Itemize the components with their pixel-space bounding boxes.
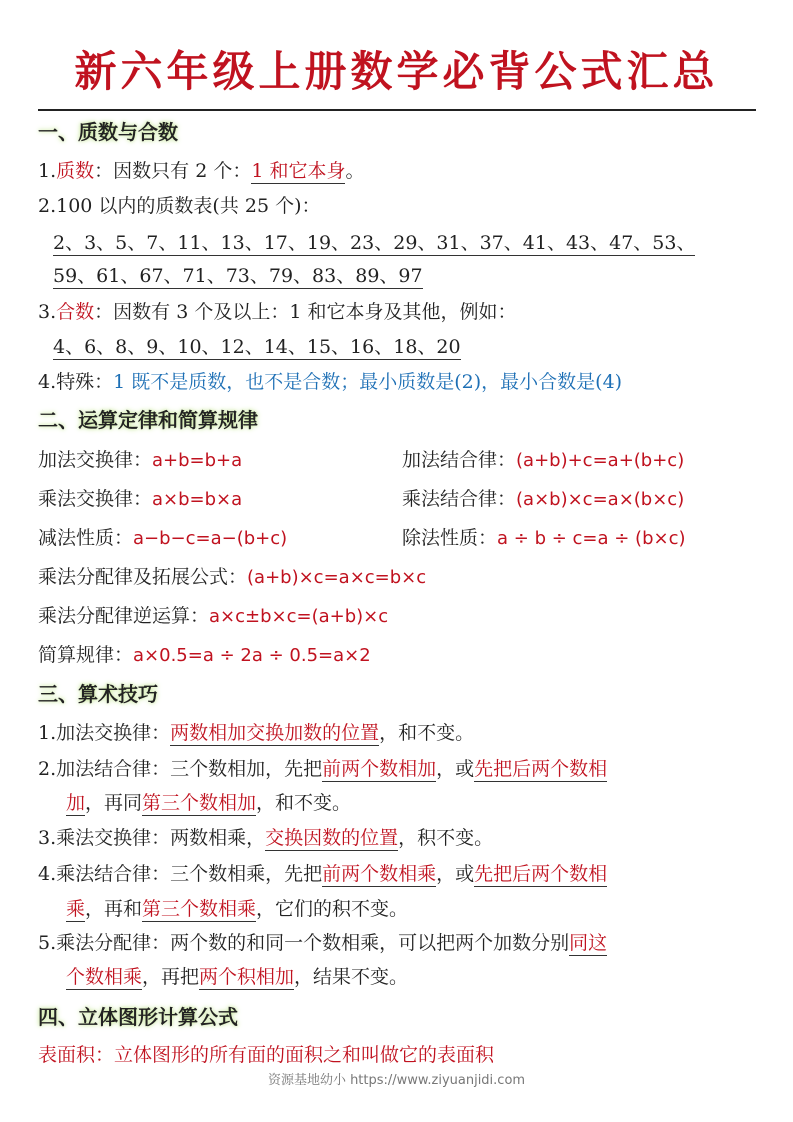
tip-key-phrase: 交换因数的位置 xyxy=(265,827,399,849)
tip-mul-commutative xyxy=(38,823,493,853)
tip-key-phrase: 先把后两个数相 xyxy=(474,758,608,780)
rule-formula: a×c±b×c=(a+b)×c xyxy=(209,606,389,627)
tip-label: 2.加法结合律：三个数相加，先把 xyxy=(38,758,323,780)
composite-definition xyxy=(38,297,516,327)
tip-add-commutative xyxy=(38,718,474,748)
rule-label: 乘法分配律逆运算： xyxy=(38,605,210,627)
tip-text: ，再同 xyxy=(85,792,143,814)
tip-key-phrase: 个数相乘 xyxy=(66,966,143,988)
rule-formula: a×b=b×a xyxy=(152,489,243,510)
rule-label: 加法交换律： xyxy=(38,449,153,471)
special-note xyxy=(38,367,622,397)
rule-formula: a−b−c=a−(b+c) xyxy=(133,528,288,549)
tip-key-phrase: 第三个数相乘 xyxy=(142,898,257,920)
rule-mul-associative xyxy=(402,484,684,515)
rule-formula: (a×b)×c=a×(b×c) xyxy=(516,489,685,510)
tip-distributive xyxy=(38,928,607,958)
tip-end: ，它们的积不变。 xyxy=(256,898,409,920)
rule-formula: (a+b)×c=a×c=b×c xyxy=(247,567,427,588)
rule-label: 简算规律： xyxy=(38,644,134,666)
tip-end: ，积不变。 xyxy=(398,827,494,849)
rule-formula: (a+b)+c=a+(b+c) xyxy=(516,450,685,471)
tip-text: ，或 xyxy=(436,758,475,780)
tip-text: ，再和 xyxy=(85,898,143,920)
rule-formula: a+b=b+a xyxy=(152,450,243,471)
rule-mul-commutative xyxy=(38,484,242,515)
tip-key-phrase: 先把后两个数相 xyxy=(474,863,608,885)
rule-label: 乘法结合律： xyxy=(402,488,517,510)
tip-label: 5.乘法分配律：两个数的和同一个数相乘，可以把两个加数分别 xyxy=(38,932,570,954)
special-text: 1 既不是质数，也不是合数；最小质数是(2)，最小合数是(4) xyxy=(113,371,623,393)
rule-distributive-reverse xyxy=(38,601,388,632)
rule-label: 乘法分配律及拓展公式： xyxy=(38,566,248,588)
item-number: 1. xyxy=(38,160,57,182)
tip-end: ，结果不变。 xyxy=(294,966,409,988)
tip-end: ，和不变。 xyxy=(379,722,475,744)
tip-add-associative xyxy=(38,754,607,784)
tip-mul-associative-cont xyxy=(66,894,408,924)
composite-list xyxy=(53,332,461,362)
tip-key-phrase: 加 xyxy=(66,792,86,814)
page-title: 新六年级上册数学必背公式汇总 xyxy=(74,47,719,96)
tip-label: 3.乘法交换律：两数相乘， xyxy=(38,827,266,849)
tip-end: ，和不变。 xyxy=(256,792,352,814)
tip-add-associative-cont xyxy=(66,788,351,818)
prime-definition xyxy=(38,156,364,186)
term-prime: 质数 xyxy=(56,160,95,182)
tip-key-phrase: 第三个数相加 xyxy=(142,792,257,814)
rule-label: 乘法交换律： xyxy=(38,488,153,510)
rule-add-associative xyxy=(402,445,684,476)
section-heading-3: 三、算术技巧 xyxy=(38,682,158,706)
tip-label: 1.加法交换律： xyxy=(38,722,171,744)
rule-label: 加法结合律： xyxy=(402,449,517,471)
rule-shortcut xyxy=(38,640,371,671)
section-heading-2: 二、运算定律和简算规律 xyxy=(38,408,258,432)
definition-text: ：因数只有 2 个： xyxy=(94,160,252,182)
rule-label: 除法性质： xyxy=(402,527,498,549)
definition-text: ：因数有 3 个及以上：1 和它本身及其他，例如： xyxy=(94,301,517,323)
tip-mul-associative xyxy=(38,859,607,889)
tip-distributive-cont xyxy=(66,962,408,992)
tip-key-phrase: 乘 xyxy=(66,898,86,920)
term-composite: 合数 xyxy=(56,301,95,323)
section-heading-4: 四、立体图形计算公式 xyxy=(38,1005,238,1029)
tip-key-phrase: 两个积相加 xyxy=(199,966,295,988)
footer-watermark: 资源基地幼小 https://www.ziyuanjidi.com xyxy=(267,1073,526,1088)
rule-division xyxy=(402,523,686,554)
surface-area-definition: 表面积：立体图形的所有面的面积之和叫做它的表面积 xyxy=(38,1044,495,1066)
rule-add-commutative xyxy=(38,445,242,476)
tip-key-phrase: 前两个数相加 xyxy=(322,758,437,780)
title-divider xyxy=(38,109,756,111)
tip-text: ，或 xyxy=(436,863,475,885)
rule-distributive xyxy=(38,562,426,593)
prime-list-text: 2、3、5、7、11、13、17、19、23、29、31、37、41、43、47、53、 xyxy=(53,232,696,254)
composite-list-text: 4、6、8、9、10、12、14、15、16、18、20 xyxy=(53,336,461,358)
rule-formula: a ÷ b ÷ c=a ÷ (b×c) xyxy=(497,528,686,549)
tip-text: ，再把 xyxy=(142,966,200,988)
rule-subtraction xyxy=(38,523,287,554)
prime-table-label: 2.100 以内的质数表(共 25 个)： xyxy=(38,195,321,217)
rule-label: 减法性质： xyxy=(38,527,134,549)
item-number: 3. xyxy=(38,301,57,323)
tip-key-phrase: 前两个数相乘 xyxy=(322,863,437,885)
rule-formula: a×0.5=a ÷ 2a ÷ 0.5=a×2 xyxy=(133,645,371,666)
answer-underlined: 1 和它本身 xyxy=(251,160,346,182)
tip-key-phrase: 同这 xyxy=(569,932,608,954)
section-heading-1: 一、质数与合数 xyxy=(38,120,178,144)
tip-key-phrase: 两数相加交换加数的位置 xyxy=(170,722,380,744)
prime-list-1 xyxy=(53,228,695,258)
tip-label: 4.乘法结合律：三个数相乘，先把 xyxy=(38,863,323,885)
item-label: 4.特殊： xyxy=(38,371,114,393)
prime-list-text: 59、61、67、71、73、79、83、89、97 xyxy=(53,265,423,287)
prime-list-2 xyxy=(53,261,423,291)
period: 。 xyxy=(345,160,365,182)
